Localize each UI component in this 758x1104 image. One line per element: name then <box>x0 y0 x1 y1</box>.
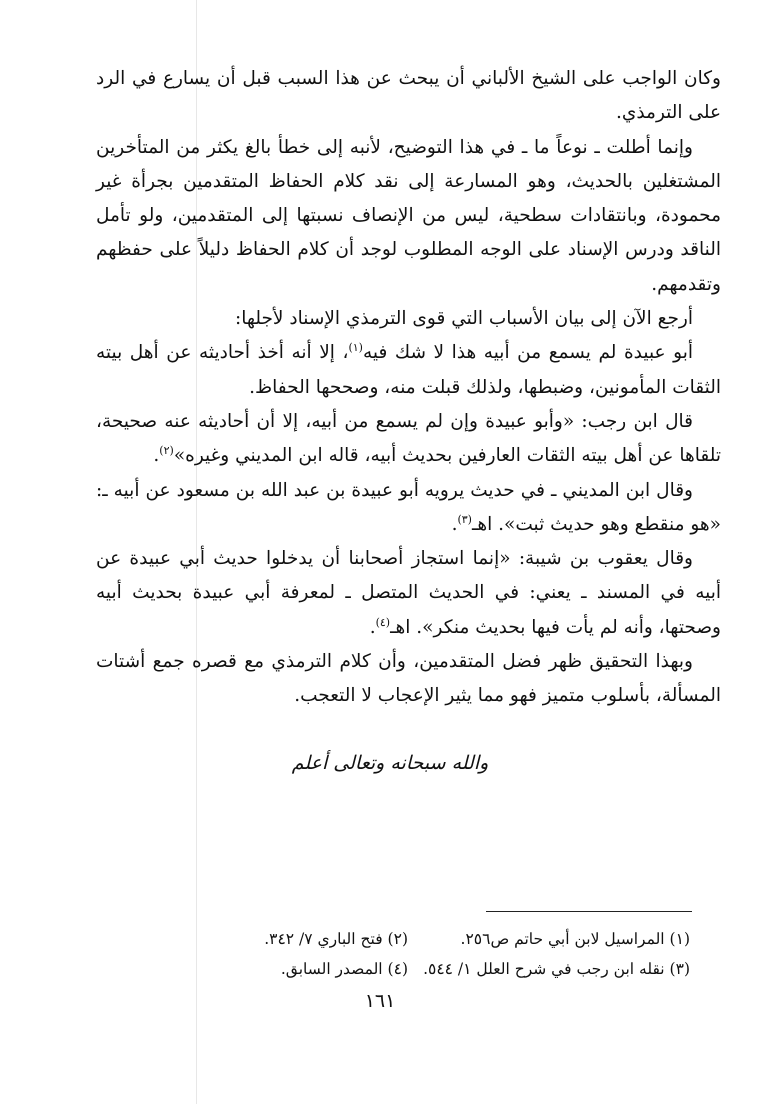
footnote-number: (٣) <box>669 960 690 978</box>
footnote-reference: (٤) <box>375 615 391 629</box>
footnote-text: المراسيل لابن أبي حاتم ص٢٥٦. <box>460 930 665 948</box>
footnote-reference: (٣) <box>457 512 472 526</box>
footnote-line <box>150 924 690 954</box>
paragraph: وكان الواجب على الشيخ الألباني أن يبحث عن هذا السبب قبل أن يسارع في الرد على الترمذي. <box>96 68 721 124</box>
footnote <box>281 954 408 984</box>
footnote <box>264 924 408 954</box>
footnote-line <box>150 954 690 984</box>
footnotes <box>150 924 690 984</box>
footnote-reference: (٢) <box>159 444 174 458</box>
footnote-text: المصدر السابق. <box>280 960 383 978</box>
paragraph: وبهذا التحقيق ظهر فضل المتقدمين، وأن كلام الترمذي مع قصره جمع أشتات المسألة، بأسلوب متميز فهو مما يثير الإعجاب لا التعجب. <box>96 651 721 707</box>
footnote-number: (٤) <box>387 960 408 978</box>
footnote-reference: (١) <box>348 341 363 355</box>
footnote <box>408 924 690 954</box>
footnote-separator <box>486 911 692 912</box>
paragraph: قال ابن رجب: «وأبو عبيدة وإن لم يسمع من أبيه، إلا أن أحاديثه عنه صحيحة، تلقاها عن أهل بيته الثقات العارفين بحديث أبيه، قاله ابن المديني وغيره»$^{(٢)}$. <box>96 410 721 467</box>
paragraph: وقال يعقوب بن شيبة: «إنما استجاز أصحابنا أن يدخلوا حديث أبي عبيدة عن أبيه في المسند ـ يعني: في الحديث المتصل ـ لمعرفة أبي عبيدة بحديث أبيه وصحتها، وأنه لم يأت فيها بحديث منكر». اهـ$^{(٤)}$. <box>96 548 721 638</box>
paragraph: أرجع الآن إلى بيان الأسباب التي قوى الترمذي الإسناد لأجلها: <box>234 308 693 330</box>
footnote-text: نقله ابن رجب في شرح العلل ١/ ٥٤٤. <box>423 960 665 978</box>
footnote <box>408 954 690 984</box>
paragraph: وقال ابن المديني ـ في حديث يرويه أبو عبيدة بن عبد الله بن مسعود عن أبيه ـ: «هو منقطع وهو حديث ثبت». اهـ$^{(٣)}$. <box>96 479 721 535</box>
footnote-number: (٢) <box>387 930 408 948</box>
paragraph: وإنما أطلت ـ نوعاً ما ـ في هذا التوضيح، لأنبه إلى خطأ بالغ يكثر من المتأخرين المشتغلين بالحديث، وهو المسارعة إلى نقد كلام الحفاظ المتقدمين بجرأة غير محمودة، وبانتقادات سطحية، ليس من الإنصاف نسبتها إلى المتقدمين، ولو تأمل الناقد ودرس الإسناد على الوجه المطلوب لوجد أن كلام الحفاظ دليلاً على حفظهم وتقدمهم. <box>96 136 721 295</box>
footnote-text: فتح الباري ٧/ ٣٤٢. <box>264 930 383 948</box>
footnote-number: (١) <box>669 930 690 948</box>
page-number: ١٦١ <box>364 990 396 1012</box>
paragraph: أبو عبيدة لم يسمع من أبيه هذا لا شك فيه$^{(١)}$، إلا أنه أخذ أحاديثه عن أهل بيته الثقات المأمونين، وضبطها، ولذلك قبلت منه، وصححها الحفاظ. <box>96 341 721 398</box>
closing-phrase: والله سبحانه وتعالى أعلم <box>291 752 489 774</box>
main-text <box>96 62 721 714</box>
